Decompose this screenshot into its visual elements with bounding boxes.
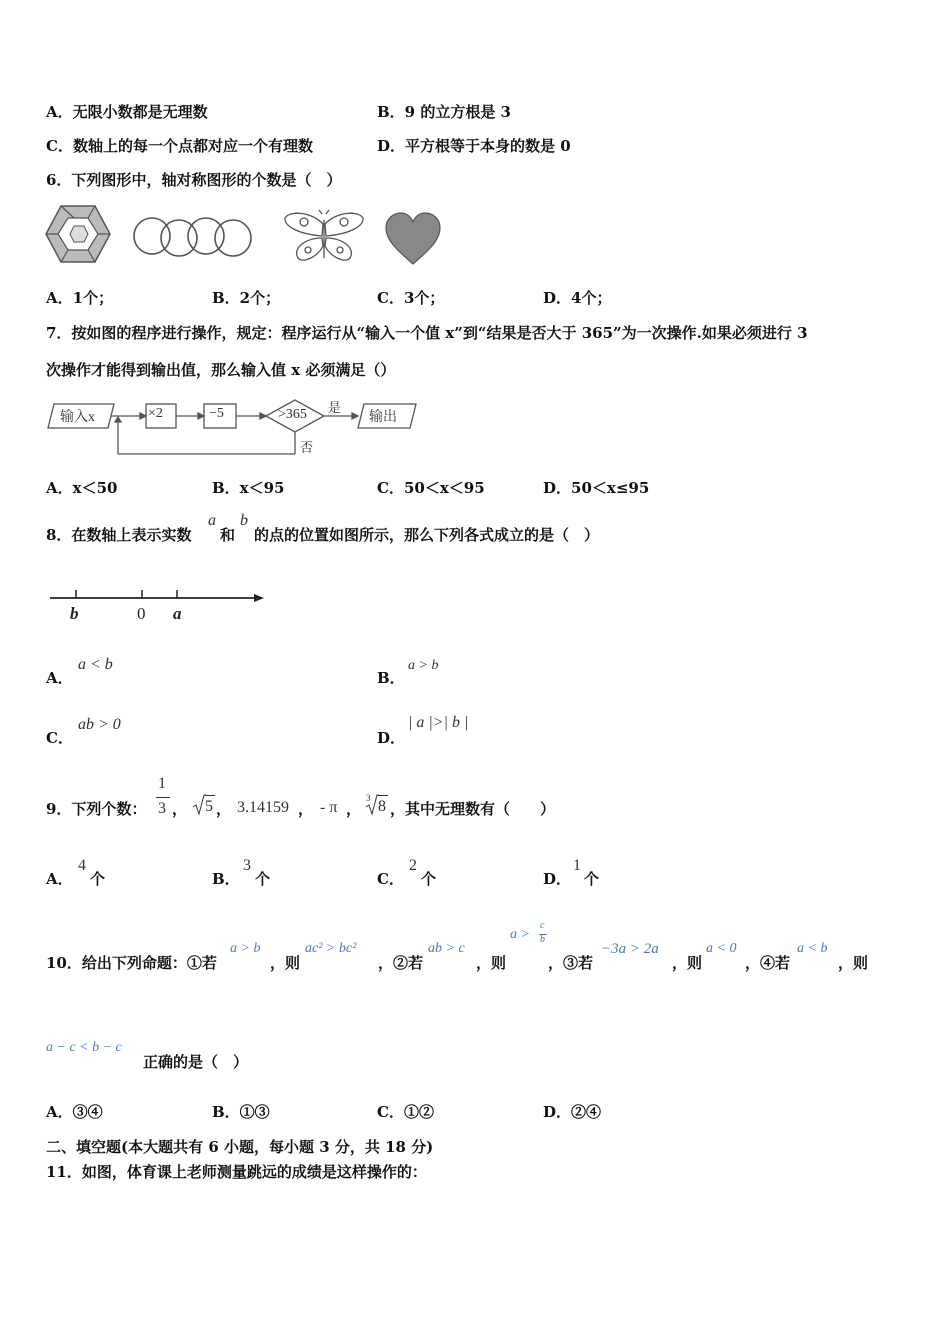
q7-stem-line1: 7．按如图的程序进行操作，规定：程序运行从“输入一个值 x”到“结果是否大于 365”为一次操作.如果必须进行 3 (46, 324, 808, 342)
q10-option-d: D．②④ (543, 1103, 602, 1121)
q9-number: 3.14159 (237, 799, 289, 816)
q9-stem-post: ，其中无理数有（ ） (390, 800, 556, 818)
number-line-zero: 0 (137, 604, 146, 623)
q9-sep2: ， (216, 800, 232, 818)
number-line (48, 588, 268, 606)
q6-option-d: D．4个； (543, 289, 612, 307)
q8-var-a: a (208, 512, 216, 529)
flow-yes-label: 是 (328, 400, 342, 415)
q8-stem-pre: 8．在数轴上表示实数 (46, 526, 192, 544)
q9-sep4: ， (346, 800, 362, 818)
q6-option-a: A．1个； (46, 289, 114, 307)
q11-stem: 11．如图，体育课上老师测量跳远的成绩是这样操作的： (46, 1163, 427, 1181)
q6-option-b: B．2个； (212, 289, 281, 307)
butterfly-figure (282, 208, 368, 266)
q9-cbrt-index: 3 (366, 793, 371, 803)
q9-option-d-num: 1 (573, 857, 581, 874)
q5-option-d: D．平方根等于本身的数是 0 (377, 137, 571, 155)
q9-stem-pre: 9．下列个数： (46, 800, 147, 818)
q10-expr-8: a − c < b − c (46, 1040, 122, 1055)
flow-no-label: 否 (300, 440, 314, 455)
q5-option-b: B．9 的立方根是 3 (377, 103, 511, 121)
q9-option-c-unit: 个 (421, 870, 437, 888)
q10-text-6: ，④若 (745, 954, 791, 972)
q8-option-c-label: C． (46, 729, 73, 747)
q9-neg-pi: - π (320, 799, 338, 816)
q9-sep3: ， (298, 800, 314, 818)
q10-text-3: ，则 (476, 954, 507, 972)
q10-expr-6: a < 0 (706, 941, 737, 956)
q7-option-d: D．50＜x≤95 (543, 479, 650, 497)
q10-option-b: B．①③ (212, 1103, 270, 1121)
q9-option-b-unit: 个 (255, 870, 271, 888)
q9-option-c-num: 2 (409, 857, 417, 874)
q8-option-c-expr: ab > 0 (78, 716, 121, 733)
q10-expr-4: a > (510, 927, 530, 942)
q10-text-4: ，③若 (548, 954, 594, 972)
q9-option-b-num: 3 (243, 857, 251, 874)
heart-figure (384, 212, 442, 266)
q9-option-d-unit: 个 (584, 870, 600, 888)
q9-option-c-label: C． (377, 870, 404, 888)
q10-expr-3: ab > c (428, 941, 465, 956)
q6-stem: 6．下列图形中，轴对称图形的个数是（ ） (46, 171, 342, 189)
q8-option-a-label: A． (46, 669, 73, 687)
q8-stem-post: 的点的位置如图所示，那么下列各式成立的是（ ） (254, 526, 600, 544)
q8-stem-mid: 和 (220, 526, 236, 544)
q8-option-b-label: B． (377, 669, 405, 687)
q7-option-a: A．x＜50 (46, 479, 118, 497)
number-line-a: a (173, 604, 182, 623)
q10-stem-pre: 10．给出下列命题：①若 (46, 954, 217, 972)
q9-sqrt-bar (205, 795, 215, 796)
flow-output-label: 输出 (369, 410, 397, 425)
hexagon-logo-figure (44, 204, 112, 264)
flow-minus-label: −5 (209, 406, 224, 421)
q7-option-b: B．x＜95 (212, 479, 285, 497)
q7-stem-line2: 次操作才能得到输出值，那么输入值 x 必须满足（） (46, 361, 396, 379)
flow-input-label: 输入x (60, 410, 95, 425)
q8-option-d-expr: | a |>| b | (408, 714, 469, 731)
q8-option-a-expr: a < b (78, 656, 113, 673)
q7-option-c: C．50＜x＜95 (377, 479, 485, 497)
q9-sqrt-radicand: 5 (205, 798, 213, 815)
q10-text-1: ，则 (270, 954, 301, 972)
program-flowchart (48, 398, 418, 460)
q10-text-5: ，则 (672, 954, 703, 972)
q9-option-a-unit: 个 (90, 870, 106, 888)
olympic-rings-figure (132, 214, 262, 260)
q6-option-c: C．3个； (377, 289, 445, 307)
q10-expr-7: a < b (797, 941, 828, 956)
q9-cbrt-radicand: 8 (378, 798, 386, 815)
q8-option-b-expr: a > b (408, 658, 439, 673)
q10-expr-2: ac² > bc² (305, 941, 357, 956)
q10-option-c: C．①② (377, 1103, 434, 1121)
q5-option-c: C．数轴上的每一个点都对应一个有理数 (46, 137, 313, 155)
number-line-b: b (70, 604, 79, 623)
q10-expr-5: −3a > 2a (601, 941, 659, 957)
q8-option-d-label: D． (377, 729, 406, 747)
cube-root-icon (365, 794, 379, 816)
sqrt-icon (192, 794, 206, 816)
q10-text-2: ，②若 (378, 954, 424, 972)
section-heading: 二、填空题(本大题共有 6 小题，每小题 3 分，共 18 分) (46, 1138, 434, 1156)
q9-frac-bar (156, 797, 170, 798)
q10-expr-4-den: b (540, 934, 545, 945)
q9-option-a-label: A． (46, 870, 73, 888)
q10-text-7: ，则 (838, 954, 869, 972)
flow-times-label: ×2 (148, 406, 163, 421)
q9-sep1: ， (172, 800, 188, 818)
q9-option-b-label: B． (212, 870, 240, 888)
q5-option-a: A．无限小数都是无理数 (46, 103, 208, 121)
q8-var-b: b (240, 512, 248, 529)
q9-frac-num: 1 (158, 775, 166, 792)
q10-text-8: 正确的是（ ） (143, 1053, 249, 1071)
q10-option-a: A．③④ (46, 1103, 103, 1121)
q9-option-a-num: 4 (78, 857, 86, 874)
q9-frac-den: 3 (158, 800, 166, 817)
q10-expr-4-num: c (540, 920, 545, 931)
q9-option-d-label: D． (543, 870, 572, 888)
q9-cbrt-bar (378, 795, 388, 796)
flow-compare-label: >365 (278, 407, 307, 422)
q10-expr-1: a > b (230, 941, 261, 956)
